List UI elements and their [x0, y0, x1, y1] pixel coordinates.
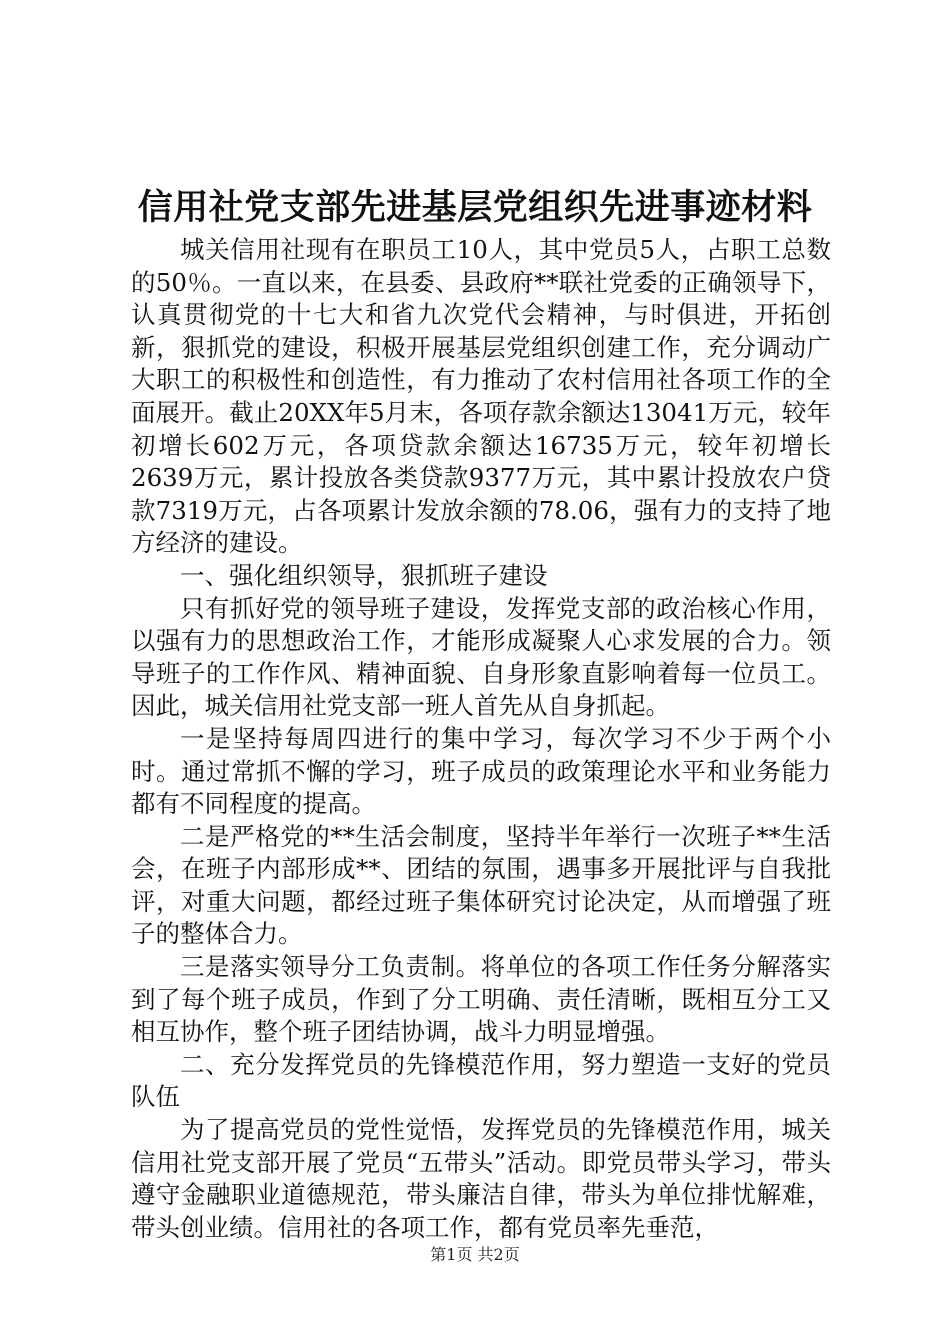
- section-heading-1: 一、强化组织领导，狠抓班子建设: [180, 560, 548, 590]
- document-body: [131, 234, 831, 1244]
- paragraph: 只有抓好党的领导班子建设，发挥党支部的政治核心作用，以强有力的思想政治工作，才能形成凝聚人心求发展的合力。领导班子的工作作风、精神面貌、自身形象直影响着每一位员工。因此，城关信用社党支部一班人首先从自身抓起。: [131, 593, 831, 721]
- page-number-footer: 第1页 共2页: [430, 1245, 520, 1264]
- paragraph-intro: 城关信用社现有在职员工10人，其中党员5人，占职工总数的50％。一直以来，在县委、县政府**联社党委的正确领导下，认真贯彻党的十七大和省九次党代会精神，与时俱进，开拓创新，狠抓党的建设，积极开展基层党组织创建工作，充分调动广大职工的积极性和创造性，有力推动了农村信用社各项工作的全面展开。截止20XX年5月末，各项存款余额达13041万元，较年初增长602万元，各项贷款余额达16735万元，较年初增长2639万元，累计投放各类贷款9377万元，其中累计投放农户贷款7319万元，占各项累计发放余额的78.06，强有力的支持了地方经济的建设。: [131, 235, 831, 558]
- paragraph: 二是严格党的**生活会制度，坚持半年举行一次班子**生活会，在班子内部形成**、团结的氛围，遇事多开展批评与自我批评，对重大问题，都经过班子集体研究讨论决定，从而增强了班子的整体合力。: [131, 821, 831, 949]
- paragraph: 一是坚持每周四进行的集中学习，每次学习不少于两个小时。通过常抓不懈的学习，班子成员的政策理论水平和业务能力都有不同程度的提高。: [131, 723, 831, 819]
- paragraph: 三是落实领导分工负责制。将单位的各项工作任务分解落实到了每个班子成员，作到了分工明确、责任清晰，既相互分工又相互协作，整个班子团结协调，战斗力明显增强。: [131, 952, 831, 1047]
- document-title: 信用社党支部先进基层党组织先进事迹材料: [137, 187, 813, 228]
- section-heading-2: 二、充分发挥党员的先锋模范作用，努力塑造一支好的党员队伍: [131, 1049, 831, 1112]
- paragraph: 为了提高党员的党性觉悟，发挥党员的先锋模范作用，城关信用社党支部开展了党员“五带头”活动。即党员带头学习，带头遵守金融职业道德规范，带头廉洁自律，带头为单位排忧解难，带头创业绩。信用社的各项工作，都有党员率先垂范，: [131, 1115, 831, 1242]
